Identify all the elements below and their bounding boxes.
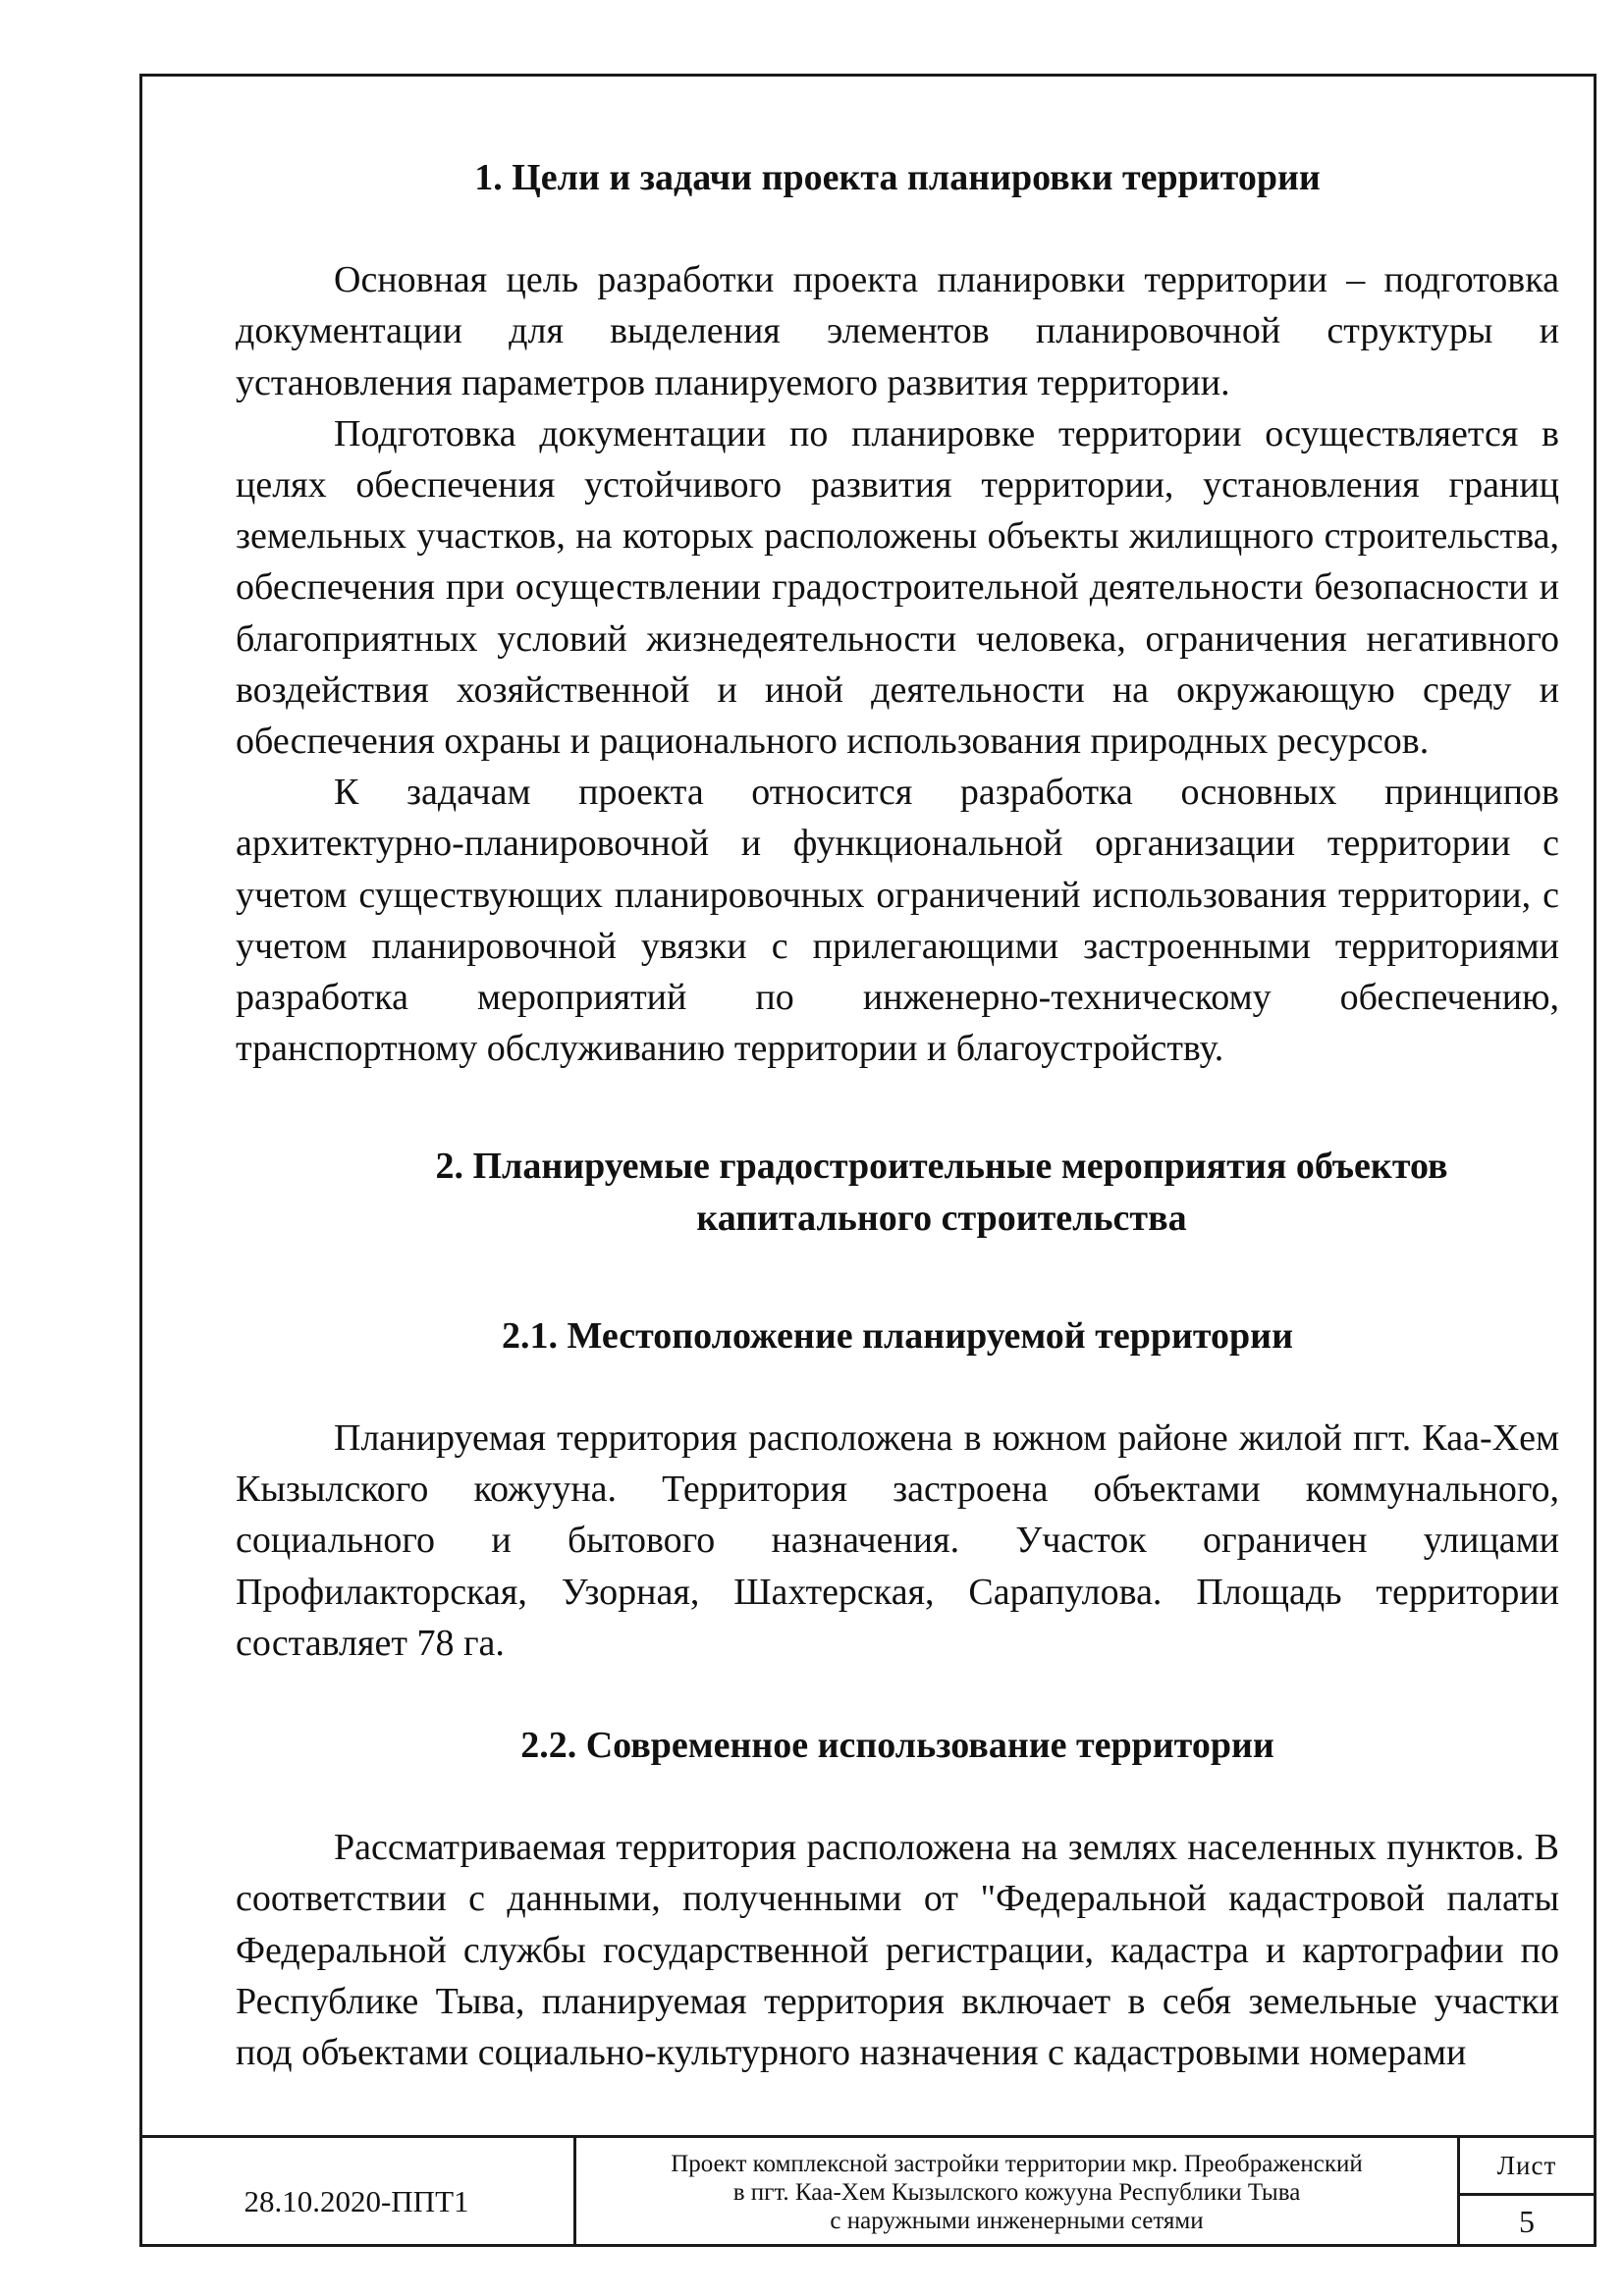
document-code: 28.10.2020-ППТ1	[244, 2183, 469, 2218]
project-title	[573, 2138, 1460, 2247]
paragraph: Основная цель разработки проекта планировки территории – подготовка документации для выделения элементов планировочной структуры и установления параметров планируемого развития территории.	[236, 259, 1559, 403]
project-title-line: с наружными инженерными сетями	[830, 2208, 1204, 2234]
title-block	[139, 2135, 1597, 2247]
document-body	[236, 152, 1559, 2078]
section-2-heading-line: 2. Планируемые градостроительные мероприятия объектов	[435, 1146, 1448, 1188]
section-2-heading-line: капитального строительства	[696, 1197, 1187, 1239]
section-2-1-heading: 2.1. Местоположение планируемой территории	[502, 1314, 1293, 1357]
paragraph: Рассматриваемая территория расположена на землях населенных пунктов. В соответствии с данными, полученными от "Федеральной кадастровой палаты Федеральной службы государственной регистрации, кадастра и картографии по Республике Тыва, планируемая территория включает в себя земельные участки под объектами социально-культурного назначения с кадастровыми номерами	[236, 1827, 1559, 2074]
section-1-heading: 1. Цели и задачи проекта планировки территории	[474, 157, 1321, 198]
sheet-label: Лист	[1460, 2138, 1594, 2196]
section-2-heading	[236, 1141, 1559, 1243]
sheet-number: 5	[1519, 2203, 1535, 2239]
project-title-line: Проект комплексной застройки территории мкр. Преображенский	[671, 2151, 1363, 2177]
sheet-cell	[1460, 2138, 1594, 2247]
paragraph: Подготовка документации по планировке территории осуществляется в целях обеспечения устойчивого развития территории, установления границ земельных участков, на которых расположены объекты жилищного строительства, обеспечения при осуществлении градостроительной деятельности безопасности и благоприятных условий жизнедеятельности человека, ограничения негативного воздействия хозяйственной и иной деятельности на окружающую среду и обеспечения охраны и рационального использования природных ресурсов.	[236, 412, 1559, 763]
paragraph: К задачам проекта относится разработка основных принципов архитектурно-планировочной и функциональной организации территории с учетом существующих планировочных ограничений использования территории, с учетом планировочной увязки с прилегающими застроенными территориями разработка мероприятий по инженерно-техническому обеспечению, транспортному обслуживанию территории и благоустройству.	[236, 772, 1559, 1070]
paragraph: Планируемая территория расположена в южном районе жилой пгт. Каа-Хем Кызылского кожууна. Территория застроена объектами коммунального, социального и бытового назначения. Участок ограничен улицами Профилакторская, Узорная, Шахтерская, Сарапулова. Площадь территории составляет 78 га.	[236, 1417, 1559, 1664]
project-title-line: в пгт. Каа-Хем Кызылского кожууна Республики Тыва	[732, 2179, 1301, 2206]
section-2-2-heading: 2.2. Современное использование территории	[520, 1725, 1274, 1767]
